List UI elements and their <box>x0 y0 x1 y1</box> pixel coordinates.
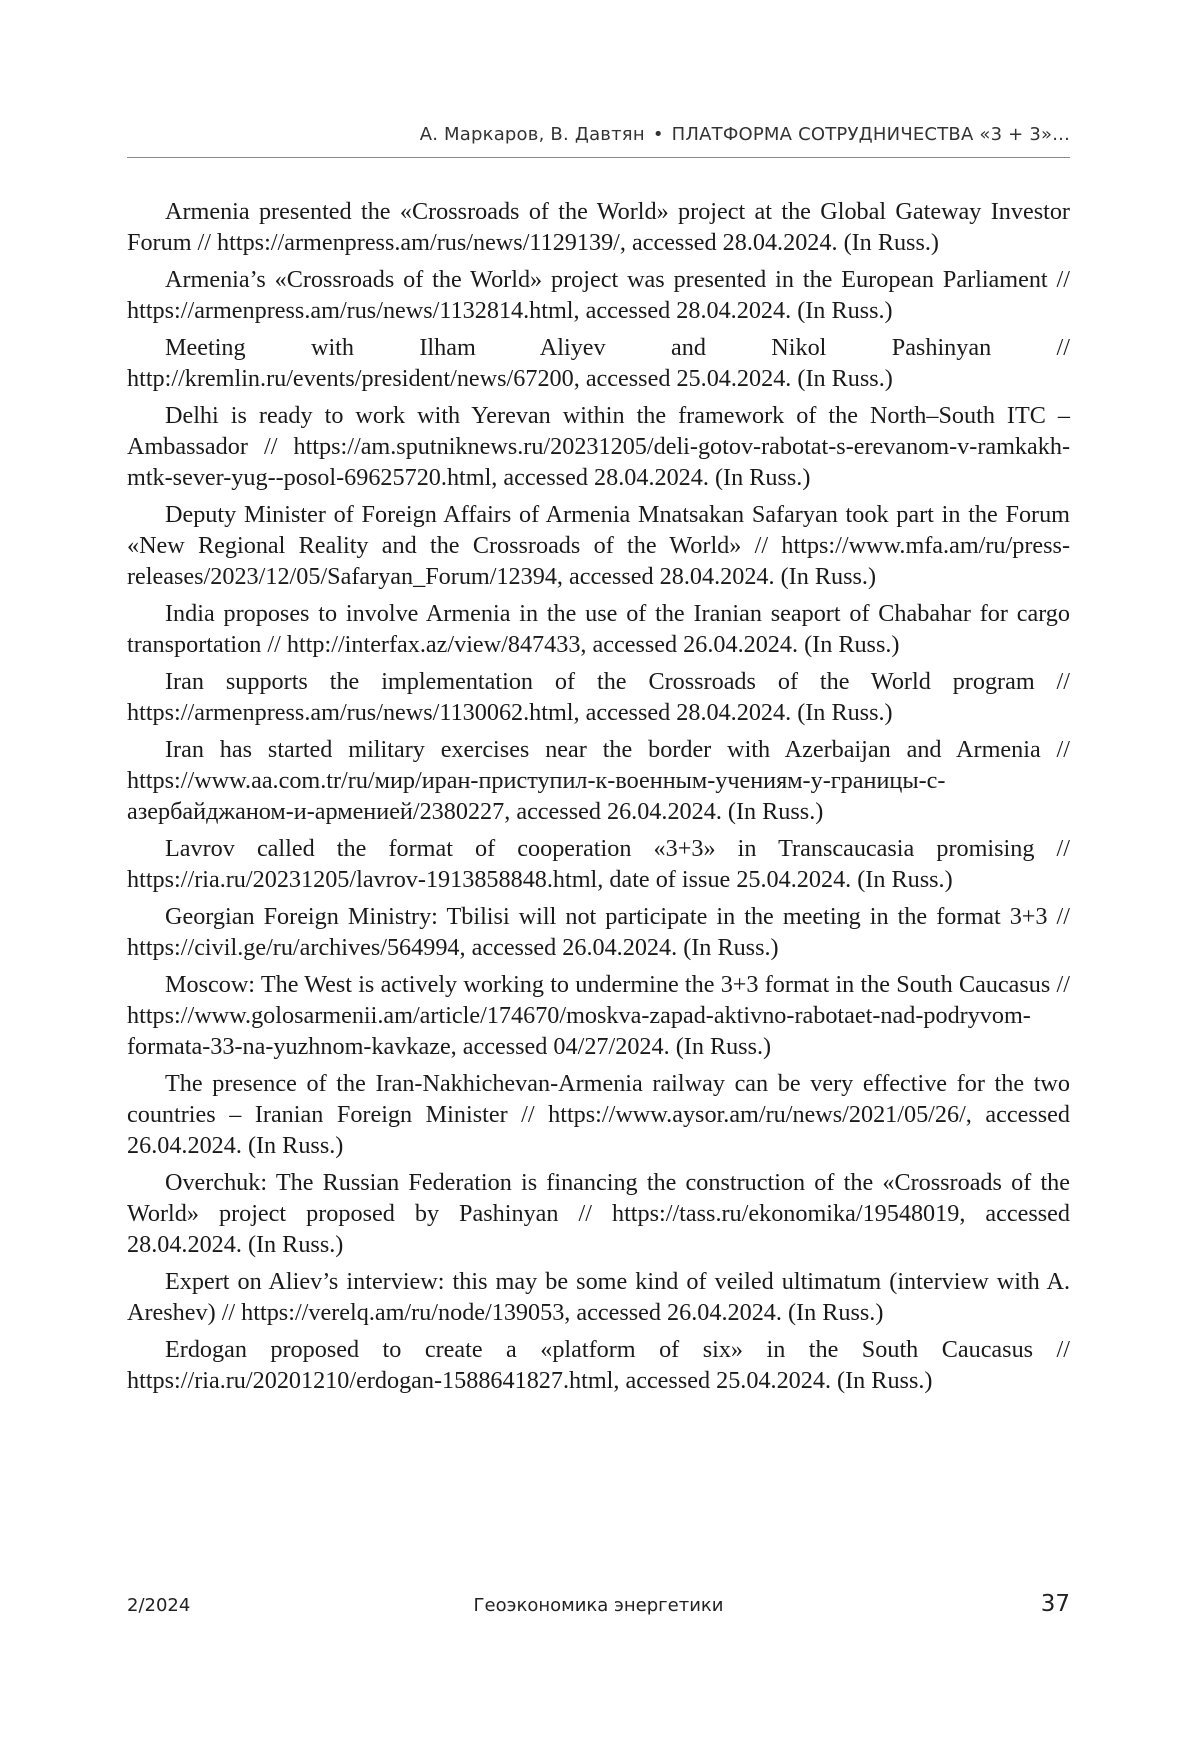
reference-list <box>127 196 1070 1402</box>
reference-item: Armenia’s «Crossroads of the World» project was presented in the European Parliament // https://armenpress.am/rus/news/1132814.html, accessed 28.04.2024. (In Russ.) <box>127 266 1070 324</box>
reference-item: India proposes to involve Armenia in the use of the Iranian seaport of Chabahar for cargo transportation // http://interfax.az/view/847433, accessed 26.04.2024. (In Russ.) <box>127 600 1070 658</box>
reference-item: Armenia presented the «Crossroads of the World» project at the Global Gateway Investor Forum // https://armenpress.am/rus/news/1129139/, accessed 28.04.2024. (In Russ.) <box>127 198 1070 256</box>
footer-issue: 2/2024 <box>127 1595 191 1616</box>
running-head-authors: А. Маркаров, В. Давтян <box>419 124 645 145</box>
footer-journal-title: Геоэкономика энергетики <box>473 1595 724 1616</box>
reference-item: Expert on Aliev’s interview: this may be some kind of veiled ultimatum (interview with A. Areshev) // https://verelq.am/ru/node/139053, accessed 26.04.2024. (In Russ.) <box>127 1268 1070 1326</box>
reference-item: Iran has started military exercises near the border with Azerbaijan and Armenia // https://www.aa.com.tr/ru/мир/иран-приступил-к-военным-учениям-у-границы-с-азербайджаном-и-арменией/2380227, accessed 26.04.2024. (In Russ.) <box>127 736 1070 825</box>
running-head-title: ПЛАТФОРМА СОТРУДНИЧЕСТВА «3 + 3»... <box>671 124 1070 145</box>
header-rule <box>127 157 1070 158</box>
running-head <box>127 124 1070 145</box>
reference-item: The presence of the Iran-Nakhichevan-Armenia railway can be very effective for the two countries – Iranian Foreign Minister // https://www.aysor.am/ru/news/2021/05/26/, accessed 26.04.2024. (In Russ.) <box>127 1070 1070 1159</box>
reference-item: Erdogan proposed to create a «platform of six» in the South Caucasus // https://ria.ru/20201210/erdogan-1588641827.html, accessed 25.04.2024. (In Russ.) <box>127 1336 1070 1394</box>
reference-item: Moscow: The West is actively working to undermine the 3+3 format in the South Caucasus // https://www.golosarmenii.am/article/174670/moskva-zapad-aktivno-rabotaet-nad-podryvom-formata-33-na-yuzhnom-kavkaze, accessed 04/27/2024. (In Russ.) <box>127 971 1070 1060</box>
reference-item: Delhi is ready to work with Yerevan within the framework of the North–South ITC – Ambassador // https://am.sputniknews.ru/20231205/deli-gotov-rabotat-s-erevanom-v-ramkakh-mtk-sever-yug--posol-69625720.html, accessed 28.04.2024. (In Russ.) <box>127 402 1070 491</box>
reference-item: Overchuk: The Russian Federation is financing the construction of the «Crossroads of the World» project proposed by Pashinyan // https://tass.ru/ekonomika/19548019, accessed 28.04.2024. (In Russ.) <box>127 1169 1070 1258</box>
reference-item: Meeting with Ilham Aliyev and Nikol Pashinyan // http://kremlin.ru/events/president/news/67200, accessed 25.04.2024. (In Russ.) <box>127 334 1070 392</box>
running-head-separator: • <box>652 124 664 145</box>
page-number: 37 <box>1040 1591 1070 1617</box>
reference-item: Iran supports the implementation of the Crossroads of the World program // https://armenpress.am/rus/news/1130062.html, accessed 28.04.2024. (In Russ.) <box>127 668 1070 726</box>
page-footer <box>127 1591 1070 1621</box>
reference-item: Lavrov called the format of cooperation «3+3» in Transcaucasia promising // https://ria.ru/20231205/lavrov-1913858848.html, date of issue 25.04.2024. (In Russ.) <box>127 835 1070 893</box>
reference-item: Georgian Foreign Ministry: Tbilisi will not participate in the meeting in the format 3+3 // https://civil.ge/ru/archives/564994, accessed 26.04.2024. (In Russ.) <box>127 903 1070 961</box>
reference-item: Deputy Minister of Foreign Affairs of Armenia Mnatsakan Safaryan took part in the Forum «New Regional Reality and the Crossroads of the World» // https://www.mfa.am/ru/press-releases/2023/12/05/Safaryan_Forum/12394, accessed 28.04.2024. (In Russ.) <box>127 501 1070 590</box>
